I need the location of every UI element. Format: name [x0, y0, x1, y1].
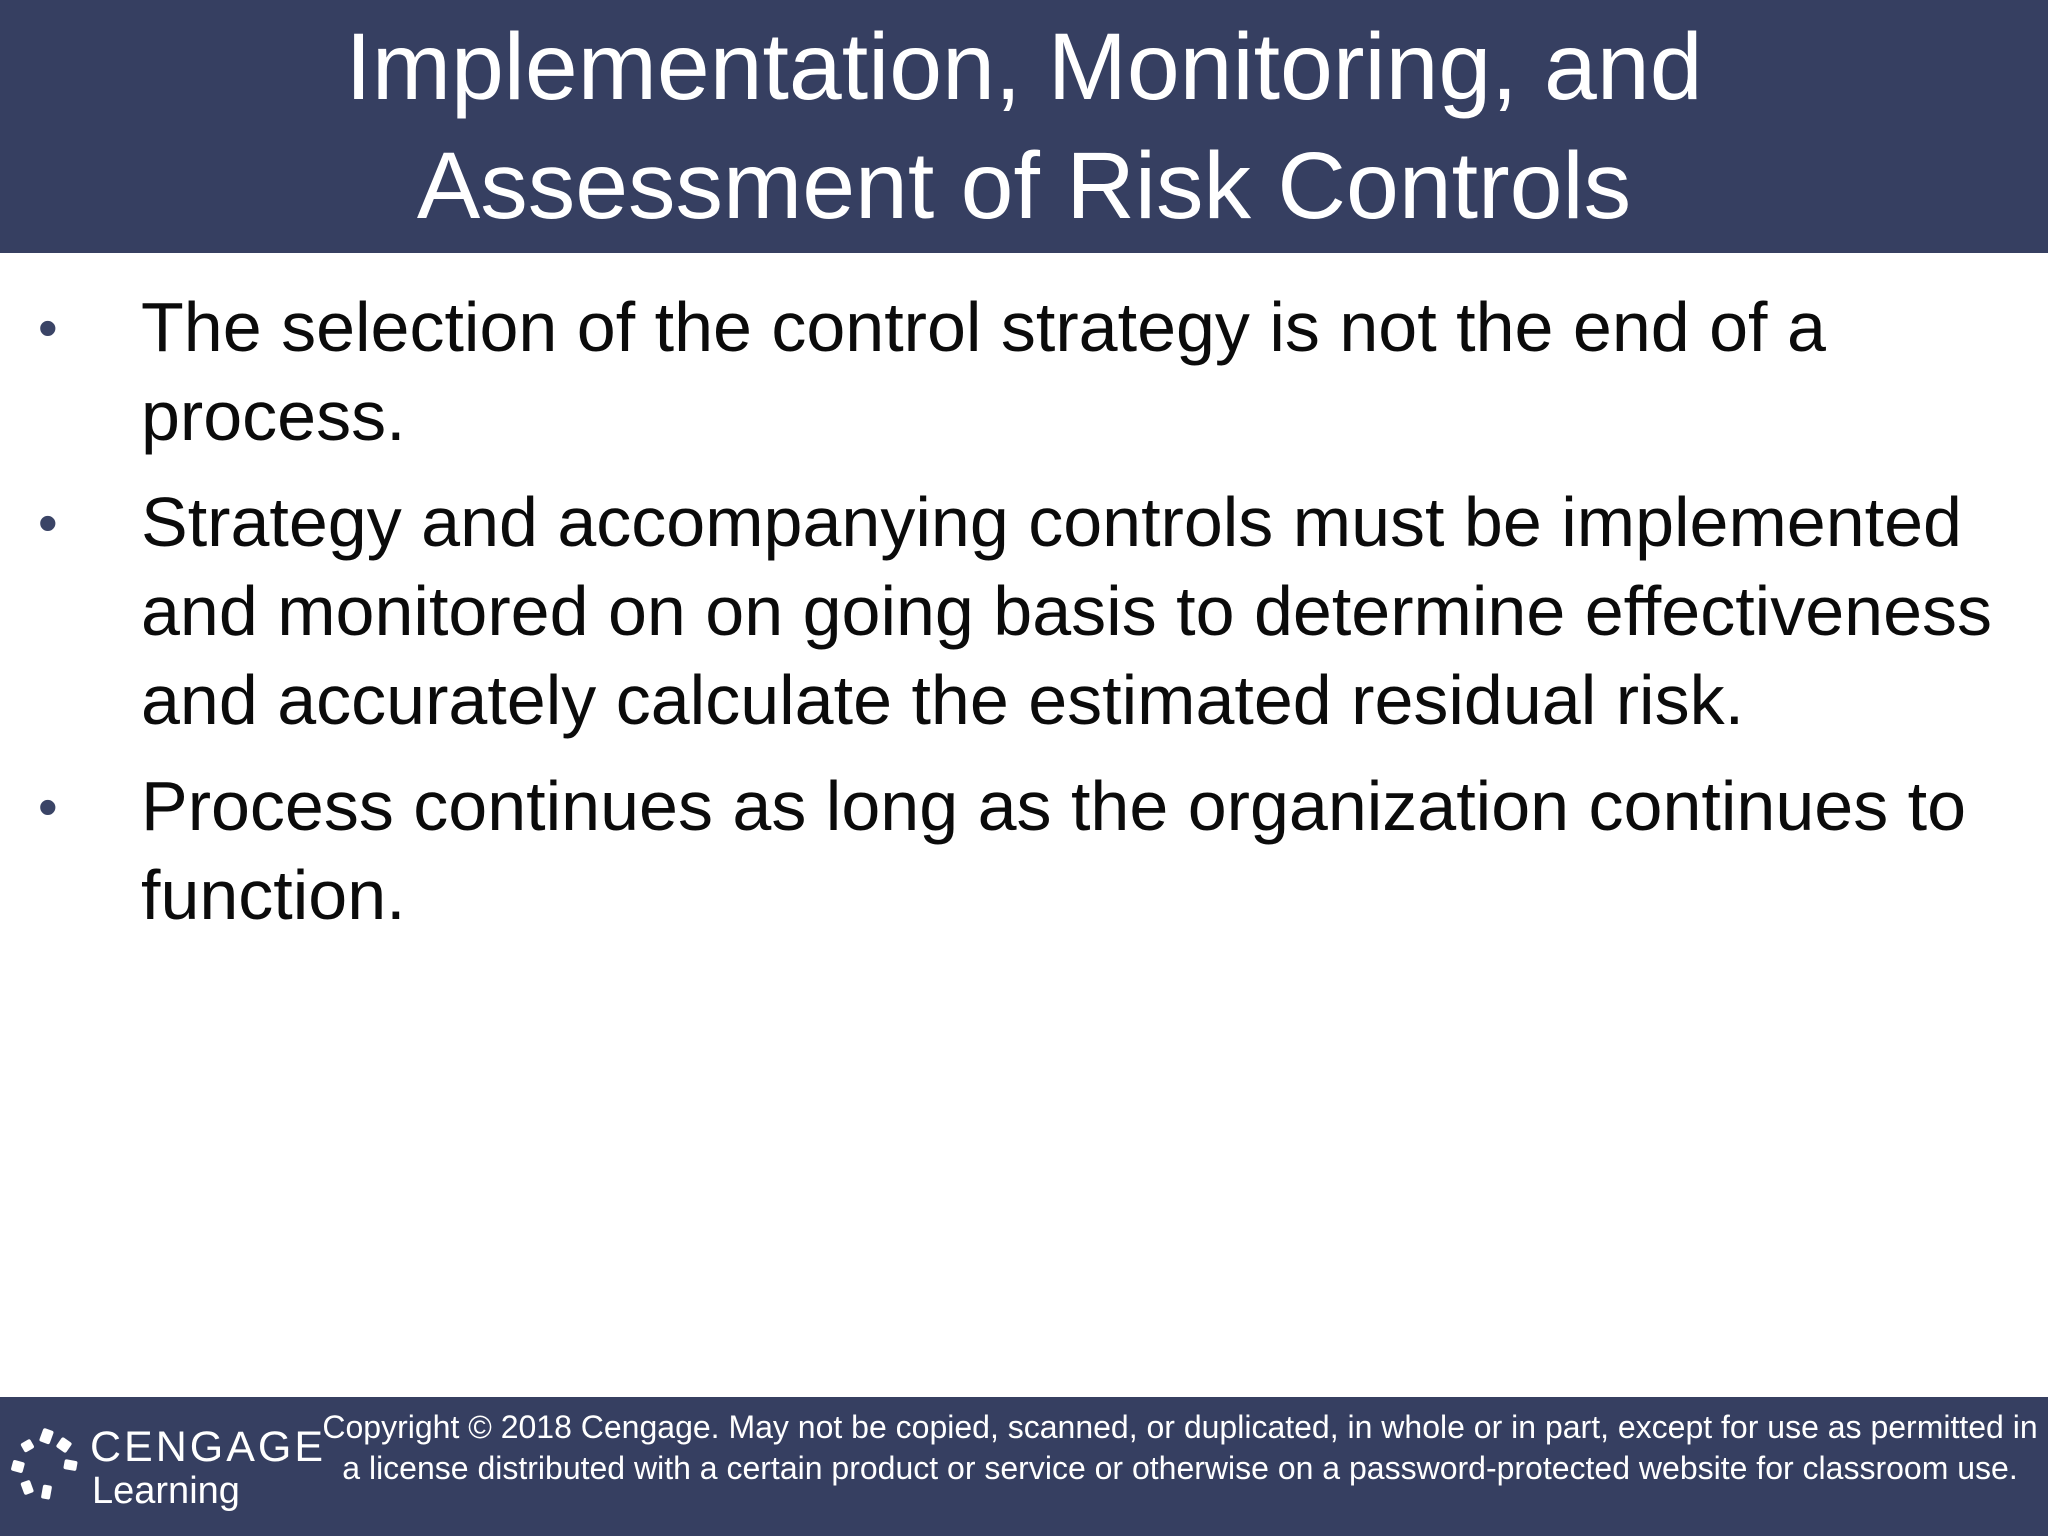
bullet-item	[0, 283, 2048, 461]
bullet-item	[0, 762, 2048, 940]
bullet-text: Process continues as long as the organization continues to function.	[141, 767, 1967, 934]
bullet-item	[0, 478, 2048, 745]
slide-body	[0, 253, 2048, 1397]
bullet-icon: •	[38, 491, 58, 554]
logo-text-cengage: CENGAGE	[90, 1423, 327, 1471]
title-line-2: Assessment of Risk Controls	[416, 132, 1632, 239]
slide-footer	[0, 1397, 2048, 1536]
bullet-icon: •	[38, 296, 58, 359]
bullet-text: Strategy and accompanying controls must be implemented and monitored on on going basis to determine effectiveness and accurately calculate the estimated residual risk.	[141, 483, 1993, 739]
bullet-icon: •	[38, 775, 58, 838]
title-line-1: Implementation, Monitoring, and	[345, 13, 1703, 120]
bullet-list	[0, 283, 2048, 957]
logo-text-learning: Learning	[92, 1470, 240, 1512]
copyright-notice: Copyright © 2018 Cengage. May not be copied, scanned, or duplicated, in whole or in part, except for use as permitted in a license distributed with a certain product or service or otherwise on a password-protected website for classroom use.	[322, 1409, 2038, 1486]
cengage-starburst-icon	[8, 1427, 84, 1503]
bullet-text: The selection of the control strategy is not the end of a process.	[141, 288, 1826, 455]
cengage-logo	[8, 1419, 327, 1519]
slide-title	[49, 8, 1999, 246]
slide-header	[0, 0, 2048, 253]
